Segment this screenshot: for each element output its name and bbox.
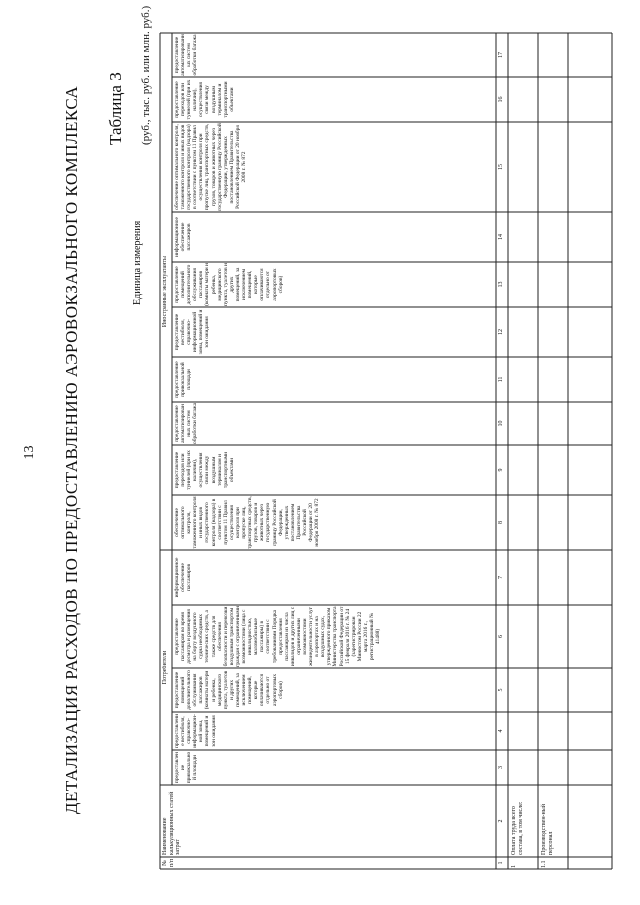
- table-row-number: 1: [511, 865, 517, 868]
- unit-label: Единица измерения: [132, 220, 143, 305]
- consumer-col-header-3: предоставление помещений дополнительного обслуживания пассажиров (комнаты матери и ребенка, медицинского пункта, туалетов и других помещений, за исключением помещений, которые оплачиваются отдельно от аэропортовых сборов): [174, 670, 284, 710]
- foreign-col-header-1: предоставление привокзальной площади: [174, 361, 193, 398]
- column-number: 5: [498, 688, 504, 692]
- column-number: 14: [498, 234, 504, 240]
- column-number: 16: [498, 96, 504, 103]
- consumer-col-header-6: обеспечение оптимального контроля, таможенного контроля и иных видов государственного контроля (надзора) в соответствии с пунктом 11 Правил осуществления контроля при пропуске лиц, транспортных средств, грузов, товаров и животных через государственную границу Российской Федерации, утвержденных постановлением Правительства Российской Федерации от 20 ноября 2008 г. № 872: [174, 496, 321, 549]
- page-number: 13: [22, 445, 37, 460]
- column-number: 2: [498, 819, 504, 823]
- column-number: 15: [498, 164, 504, 170]
- table-label: Таблица 3: [106, 72, 125, 145]
- foreign-col-header-5: обеспечение оптимального контроля, таможенного контроля и иных видов государственного контроля (надзора) в соответствии с пунктом 11 Правил осуществления контроля при пропуске лиц, транспортных средств, грузов, товаров и животных через государственную границу Российской Федерации, утвержденных постановлением Правительства Российской Федерации от 20 ноября 2008 г. № 872: [174, 123, 248, 211]
- column-number: 10: [498, 420, 504, 427]
- column-number: 17: [498, 52, 504, 58]
- consumer-col-header-1: предоставление привокзальной площади: [174, 751, 199, 784]
- document-title: ДЕТАЛИЗАЦИЯ РАСХОДОВ ПО ПРЕДОСТАВЛЕНИЮ АЭРОВОКЗАЛЬНОГО КОМПЛЕКСА: [62, 85, 81, 815]
- foreign-col-header-4: информационное обеспечение пассажиров: [174, 217, 193, 257]
- foreign-col-header-2: предоставление вестибюля, справочно-информационной зоны, помещений и зон ожидания: [174, 309, 211, 355]
- table-row-name: Производствен-ный персонал: [541, 804, 554, 855]
- column-number: 9: [498, 468, 504, 472]
- column-number: 13: [498, 281, 504, 288]
- consumer-col-header-5: информационное обеспечение пассажиров: [174, 557, 193, 598]
- col-number-header: № п/п: [162, 858, 175, 868]
- consumer-col-header-4: предоставление пассажирам во время досмотра и размещения на борту воздушного судна необходимых технических средств, а также средств для обеспечения безопасности и перевозки воздушным транспортом граждан с ограниченными возможностями (лица с инвалидностью, маломобильные пассажиры) в соответствии с требованиями Порядка предоставления пассажирам из числа инвалидов и других лиц с ограниченными возможностями жизнедеятельности услуг в аэропортах и на воздушных судах, утвержденного приказом Министерства транспорта Российской Федерации от 15 февраля 2016 г. № 24 (зарегистрирован Минюстом России 22 марта 2016 г., регистрационный № 41488): [174, 606, 382, 667]
- foreign-col-header-7: предоставление автоматизированных систем обработки багажа: [174, 34, 199, 76]
- col-name-header: Наименование калькуляционных статей затрат: [162, 791, 181, 855]
- column-number: 12: [498, 329, 504, 335]
- group-consumers-header: Потребители: [162, 650, 168, 685]
- consumer-col-header-2: предоставление вестибюля, справочно-информацион-ной зоны, помещений и зон ожидания: [174, 714, 217, 749]
- unit-value: (руб., тыс. руб. или млн. руб.): [140, 5, 152, 145]
- column-number: 8: [498, 521, 504, 524]
- table-row-name: Оплата труда всего состава, в том числе:: [511, 801, 524, 855]
- column-number: 6: [498, 635, 504, 638]
- consumer-col-header-8: предоставление автоматизированных систем обработки багажа: [174, 403, 199, 444]
- column-number: 4: [498, 729, 504, 733]
- table-row-number: 1.1: [541, 860, 547, 868]
- column-number: 1: [498, 861, 504, 865]
- group-foreign-header: Иностранные эксплуатанты: [162, 255, 168, 328]
- column-number: 11: [498, 376, 504, 383]
- consumer-col-header-7: предоставление переходов или туннелей (при их наличии), осуществления связи между воздушным терминалом и транспортными объектами: [174, 450, 235, 490]
- column-number: 7: [498, 576, 504, 579]
- foreign-col-header-6: предоставление переходов или туннелей (при их наличии), осуществления связи между воздушным терминалом и транспортными объектами: [174, 79, 235, 120]
- column-number: 3: [498, 766, 504, 769]
- foreign-col-header-3: предоставление помещений дополнительного обслуживания пассажиров (комнаты матери и ребенка, медицинского пункта, туалетов и других помещений, за исключением помещений, которые оплачиваются отдельно от аэропортовых сборов): [174, 263, 284, 306]
